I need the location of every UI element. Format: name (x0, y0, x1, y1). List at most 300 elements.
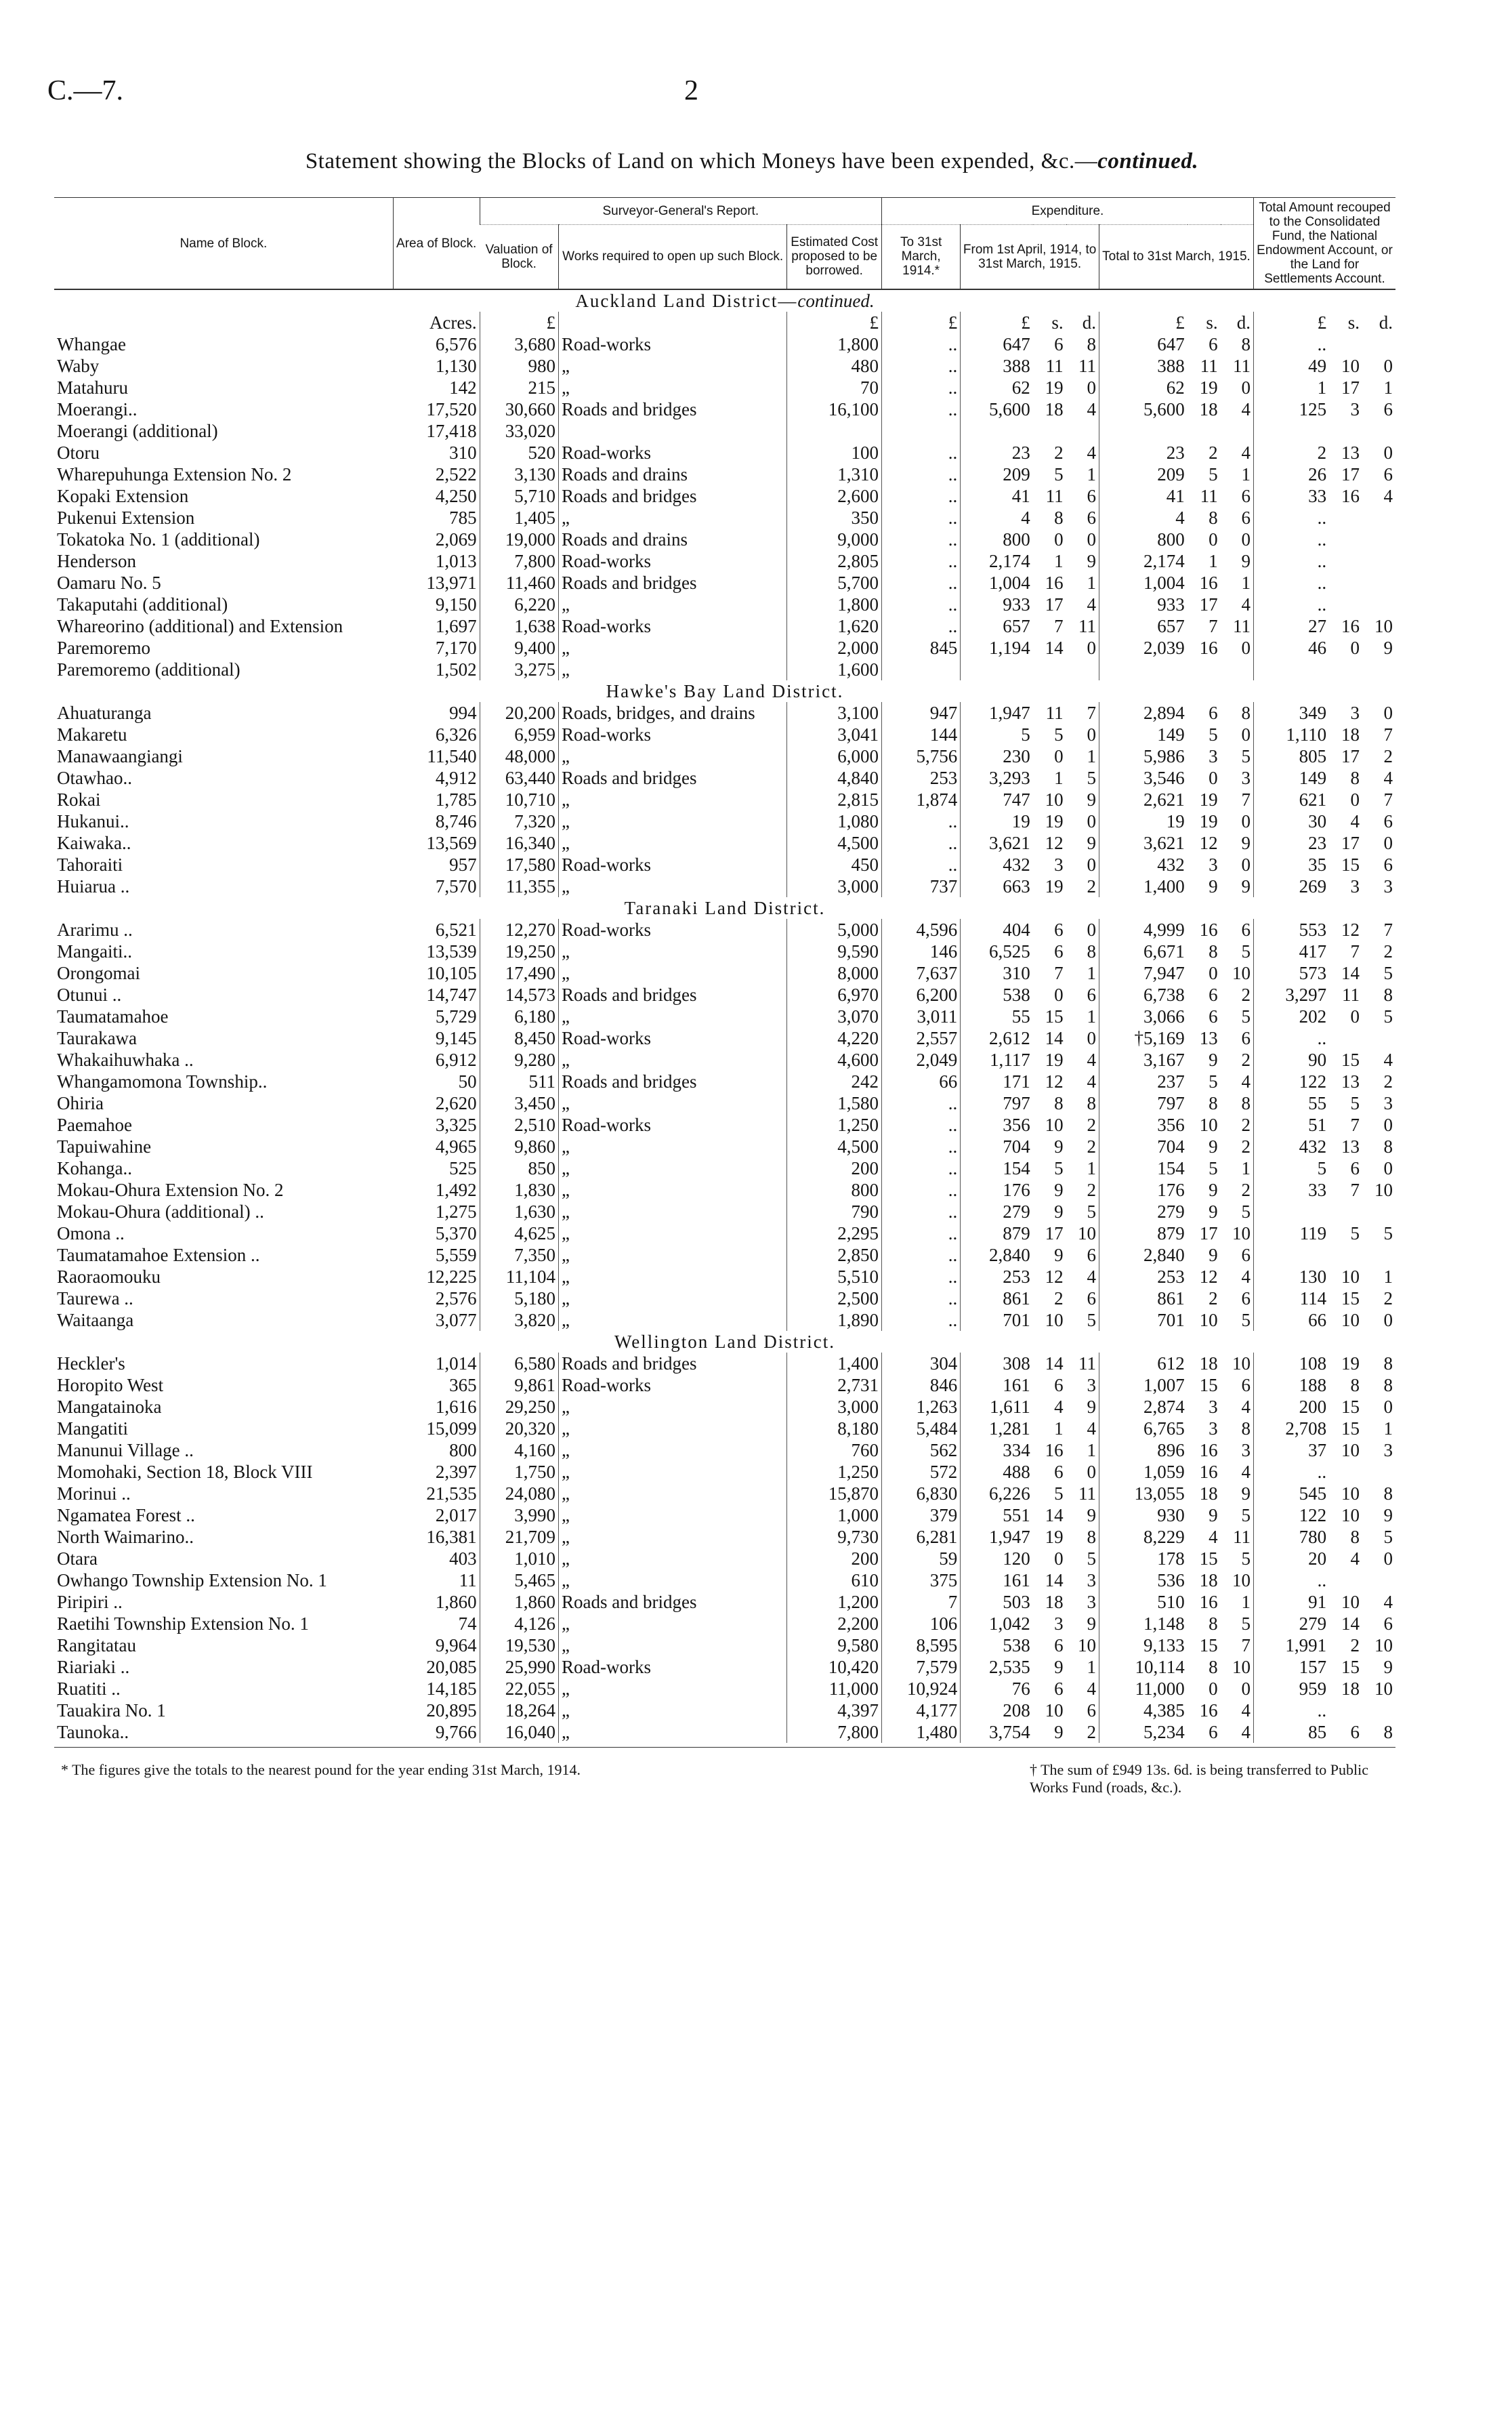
total-pence: 5 (1221, 1548, 1254, 1569)
block-area: 4,912 (393, 767, 480, 789)
block-area: 957 (393, 854, 480, 876)
recouped-shillings: 15 (1341, 1397, 1360, 1417)
table-row (54, 1244, 1395, 1266)
table-row (54, 1136, 1395, 1157)
works-required: „ (558, 1504, 786, 1526)
recouped-pounds: 26 (1308, 464, 1327, 485)
estimated-cost: 16,100 (787, 398, 882, 420)
total-shillings: 10 (1199, 1310, 1218, 1330)
statement-title (47, 149, 1456, 174)
unit-recouped-s: s. (1347, 312, 1360, 333)
recouped-shillings: 3 (1350, 399, 1360, 419)
recouped-shillings: 13 (1341, 1071, 1360, 1092)
period-pence: 0 (1066, 637, 1099, 659)
period-pence: 2 (1066, 1721, 1099, 1743)
recouped-pounds: 349 (1299, 703, 1327, 723)
block-valuation: 10,710 (480, 789, 558, 810)
estimated-cost: 2,805 (787, 550, 882, 572)
total-shillings (1188, 659, 1221, 680)
total-shillings: 8 (1209, 1093, 1218, 1113)
block-name: Raoraomouku (57, 1267, 161, 1287)
period-shillings: 19 (1045, 811, 1064, 831)
block-area: 14,747 (393, 984, 480, 1006)
works-required: Road-works (558, 550, 786, 572)
estimated-cost: 480 (787, 355, 882, 377)
period-shillings: 1 (1054, 768, 1064, 788)
period-pounds: 208 (1003, 1700, 1030, 1721)
period-pence: 8 (1066, 1092, 1099, 1114)
works-required: „ (558, 1049, 786, 1071)
recouped-shillings: 0 (1350, 1006, 1360, 1027)
expenditure-to-1914 (881, 659, 960, 680)
period-shillings: 17 (1045, 594, 1064, 615)
period-shillings: 19 (1045, 377, 1064, 398)
period-pence: 0 (1066, 919, 1099, 941)
expenditure-to-1914: .. (881, 854, 960, 876)
expenditure-to-1914: 106 (881, 1613, 960, 1634)
works-required: „ (558, 355, 786, 377)
recouped-shillings (1329, 550, 1362, 572)
district-title: Taranaki Land District. (624, 898, 826, 918)
block-valuation: 12,270 (480, 919, 558, 941)
period-pounds: 1,004 (989, 573, 1030, 593)
recouped-shillings: 2 (1350, 1635, 1360, 1655)
recouped-pence (1362, 1569, 1395, 1591)
table-row (54, 594, 1395, 615)
total-pounds (1099, 659, 1187, 680)
recouped-pounds (1254, 1244, 1330, 1266)
period-pounds (961, 420, 1033, 442)
period-pounds: 800 (1003, 529, 1030, 550)
total-pounds: 388 (1157, 356, 1185, 376)
block-area: 9,150 (393, 594, 480, 615)
total-pounds: 3,066 (1143, 1006, 1185, 1027)
period-pence: 0 (1066, 810, 1099, 832)
table-body (54, 289, 1395, 1748)
district-heading-row (54, 1331, 1395, 1353)
estimated-cost: 4,220 (787, 1027, 882, 1049)
recouped-pounds: 2 (1317, 442, 1327, 463)
unit-period-d: d. (1066, 312, 1099, 333)
period-pence: 2 (1066, 1114, 1099, 1136)
works-required: „ (558, 594, 786, 615)
period-pounds: 5 (1021, 724, 1030, 745)
expenditure-to-1914: .. (881, 594, 960, 615)
block-valuation: 1,638 (480, 615, 558, 637)
period-pounds: 279 (1003, 1201, 1030, 1222)
recouped-shillings (1329, 1027, 1362, 1049)
recouped-shillings (1329, 1700, 1362, 1721)
expenditure-to-1914: 375 (881, 1569, 960, 1591)
works-required: Roads and drains (558, 464, 786, 485)
period-pounds: 551 (1003, 1505, 1030, 1525)
period-shillings: 0 (1054, 985, 1064, 1005)
recouped-pence (1362, 550, 1395, 572)
expenditure-to-1914: .. (881, 1266, 960, 1288)
total-pence: 4 (1221, 398, 1254, 420)
block-valuation: 3,680 (480, 333, 558, 355)
recouped-pounds: 114 (1299, 1288, 1327, 1309)
block-name: North Waimarino.. (57, 1527, 194, 1547)
block-area: 17,520 (393, 398, 480, 420)
works-required: „ (558, 1634, 786, 1656)
period-pence: 1 (1066, 1006, 1099, 1027)
table-row (54, 1700, 1395, 1721)
block-valuation: 19,530 (480, 1634, 558, 1656)
total-pounds: 933 (1157, 594, 1185, 615)
total-pounds: 3,167 (1143, 1050, 1185, 1070)
period-pence: 1 (1066, 1157, 1099, 1179)
table-row (54, 1418, 1395, 1439)
block-name: Whangamomona Township.. (57, 1071, 268, 1092)
recouped-pounds: 269 (1299, 876, 1327, 897)
table-row (54, 919, 1395, 941)
block-name: Otawhao.. (57, 768, 132, 788)
period-shillings: 11 (1045, 486, 1064, 506)
recouped-pence: 9 (1383, 1505, 1393, 1525)
period-pounds: 1,947 (989, 703, 1030, 723)
works-required: Road-works (558, 333, 786, 355)
period-shillings: 10 (1045, 1700, 1064, 1721)
expenditure-to-1914: .. (881, 1114, 960, 1136)
estimated-cost: 450 (787, 854, 882, 876)
estimated-cost: 5,700 (787, 572, 882, 594)
works-required: „ (558, 1266, 786, 1288)
recouped-pence: 10 (1374, 616, 1393, 636)
table-row (54, 1179, 1395, 1201)
block-valuation: 6,580 (480, 1353, 558, 1374)
period-shillings: 12 (1045, 1267, 1064, 1287)
total-shillings: 8 (1209, 508, 1218, 528)
table-header (54, 198, 1395, 290)
recouped-pence: 10 (1374, 1679, 1393, 1699)
works-required: „ (558, 507, 786, 529)
recouped-shillings (1329, 594, 1362, 615)
block-valuation: 9,861 (480, 1374, 558, 1396)
period-pounds: 356 (1003, 1115, 1030, 1135)
recouped-pounds: 23 (1308, 833, 1327, 853)
estimated-cost: 3,000 (787, 1396, 882, 1418)
recouped-pence: 0 (1383, 1310, 1393, 1330)
total-shillings: 1 (1209, 551, 1218, 571)
block-name: Tahoraiti (57, 855, 123, 875)
recouped-pence (1362, 1700, 1395, 1721)
units-blank (54, 312, 393, 333)
total-pounds: 930 (1157, 1505, 1185, 1525)
recouped-pence (1362, 1027, 1395, 1049)
period-pounds: 310 (1003, 963, 1030, 983)
recouped-shillings (1329, 420, 1362, 442)
total-pounds: 800 (1157, 529, 1185, 550)
total-shillings: 8 (1209, 1657, 1218, 1677)
period-shillings: 16 (1045, 573, 1064, 593)
expenditure-to-1914: 3,011 (881, 1006, 960, 1027)
recouped-shillings: 0 (1350, 789, 1360, 810)
table-row (54, 1288, 1395, 1309)
works-required: „ (558, 810, 786, 832)
total-shillings: 5 (1209, 724, 1218, 745)
works-required: „ (558, 1678, 786, 1700)
period-pence: 1 (1066, 1439, 1099, 1461)
district-heading-row (54, 289, 1395, 312)
block-area: 13,971 (393, 572, 480, 594)
works-required: „ (558, 1721, 786, 1743)
total-pence: 4 (1221, 1721, 1254, 1743)
total-shillings: 6 (1209, 985, 1218, 1005)
period-shillings: 6 (1054, 1462, 1064, 1482)
period-pence: 1 (1066, 572, 1099, 594)
district-heading (54, 680, 1395, 702)
recouped-pounds: .. (1317, 508, 1327, 528)
block-name: Morinui .. (57, 1483, 131, 1504)
recouped-pounds: 49 (1308, 356, 1327, 376)
block-area: 785 (393, 507, 480, 529)
table-row (54, 1396, 1395, 1418)
recouped-shillings: 3 (1350, 876, 1360, 897)
total-pence: 6 (1221, 485, 1254, 507)
block-valuation: 24,080 (480, 1483, 558, 1504)
block-valuation: 3,820 (480, 1309, 558, 1331)
table-row (54, 832, 1395, 854)
recouped-pounds: 27 (1308, 616, 1327, 636)
recouped-shillings (1329, 1569, 1362, 1591)
period-pence: 3 (1066, 1591, 1099, 1613)
block-name: Mangatiti (57, 1418, 128, 1439)
total-pence: 4 (1221, 442, 1254, 464)
total-shillings: 3 (1209, 1397, 1218, 1417)
recouped-pence: 5 (1383, 1223, 1393, 1243)
period-pence: 6 (1066, 1244, 1099, 1266)
recouped-pence: 9 (1383, 638, 1393, 658)
col-name-header: Name of Block. (54, 198, 393, 290)
table-bottom-rule-cell (54, 1743, 1395, 1748)
col-recouped-header: Total Amount recouped to the Consolidated Fund, the National Endowment Account, or the Land for Settlements Account. (1254, 198, 1396, 290)
recouped-shillings: 10 (1341, 1505, 1360, 1525)
total-pounds: 149 (1157, 724, 1185, 745)
estimated-cost: 4,600 (787, 1049, 882, 1071)
expenditure-to-1914: .. (881, 442, 960, 464)
works-required: „ (558, 962, 786, 984)
recouped-shillings (1329, 333, 1362, 355)
total-shillings (1188, 420, 1221, 442)
recouped-shillings: 8 (1350, 1527, 1360, 1547)
total-pence: 5 (1221, 1504, 1254, 1526)
recouped-pounds: 119 (1299, 1223, 1327, 1243)
total-pence: 0 (1221, 810, 1254, 832)
period-pounds: 647 (1003, 334, 1030, 354)
recouped-pounds: 20 (1308, 1548, 1327, 1569)
total-shillings: 11 (1200, 486, 1218, 506)
recouped-pence (1362, 529, 1395, 550)
table-row (54, 572, 1395, 594)
total-pounds: 23 (1166, 442, 1185, 463)
table-row (54, 876, 1395, 897)
expenditure-to-1914: .. (881, 1244, 960, 1266)
recouped-pounds (1254, 659, 1330, 680)
block-valuation: 4,126 (480, 1613, 558, 1634)
recouped-shillings: 18 (1341, 724, 1360, 745)
recouped-pence: 0 (1383, 1115, 1393, 1135)
total-pence: 6 (1221, 1288, 1254, 1309)
expenditure-to-1914: 4,177 (881, 1700, 960, 1721)
table-row (54, 507, 1395, 529)
expenditure-to-1914: 572 (881, 1461, 960, 1483)
period-pence: 3 (1066, 1374, 1099, 1396)
recouped-pounds: .. (1317, 551, 1327, 571)
total-shillings: 16 (1199, 1700, 1218, 1721)
period-shillings: 10 (1045, 1310, 1064, 1330)
recouped-shillings: 5 (1350, 1223, 1360, 1243)
recouped-pounds: 553 (1299, 920, 1327, 940)
estimated-cost: 1,080 (787, 810, 882, 832)
recouped-pounds: 125 (1299, 399, 1327, 419)
table-row (54, 1656, 1395, 1678)
recouped-pence: 1 (1383, 1267, 1393, 1287)
estimated-cost: 8,180 (787, 1418, 882, 1439)
table-row (54, 789, 1395, 810)
total-pounds: 154 (1157, 1158, 1185, 1178)
period-pounds: 209 (1003, 464, 1030, 485)
block-name: Mangatainoka (57, 1397, 162, 1417)
period-shillings: 14 (1045, 1505, 1064, 1525)
block-valuation: 5,465 (480, 1569, 558, 1591)
works-required: Road-works (558, 1114, 786, 1136)
period-pence: 0 (1066, 854, 1099, 876)
total-pence: 5 (1221, 745, 1254, 767)
recouped-pence: 0 (1383, 703, 1393, 723)
recouped-shillings: 8 (1350, 768, 1360, 788)
works-required: Roads and bridges (558, 485, 786, 507)
works-required: Roads, bridges, and drains (558, 702, 786, 724)
block-name: Oamaru No. 5 (57, 573, 161, 593)
expenditure-to-1914: .. (881, 1136, 960, 1157)
period-pounds: 3,754 (989, 1722, 1030, 1742)
expenditure-to-1914: 2,557 (881, 1027, 960, 1049)
total-pounds: 6,671 (1143, 941, 1185, 962)
recouped-pence (1362, 1244, 1395, 1266)
period-pence: 11 (1066, 1353, 1099, 1374)
total-shillings: 16 (1199, 920, 1218, 940)
table-row (54, 745, 1395, 767)
table-row (54, 962, 1395, 984)
block-valuation: 5,180 (480, 1288, 558, 1309)
recouped-shillings: 11 (1342, 985, 1360, 1005)
works-required: „ (558, 1526, 786, 1548)
period-pounds: 19 (1011, 811, 1030, 831)
recouped-pounds: 33 (1308, 486, 1327, 506)
estimated-cost: 1,580 (787, 1092, 882, 1114)
recouped-pounds: .. (1317, 1028, 1327, 1048)
total-shillings: 18 (1199, 399, 1218, 419)
recouped-pounds: 959 (1299, 1679, 1327, 1699)
total-pence: 5 (1221, 1613, 1254, 1634)
total-pounds: 2,894 (1143, 703, 1185, 723)
recouped-shillings: 13 (1341, 442, 1360, 463)
block-valuation: 511 (480, 1071, 558, 1092)
period-pounds (961, 659, 1033, 680)
period-pounds: 2,535 (989, 1657, 1030, 1677)
unit-total-d: d. (1221, 312, 1254, 333)
total-pence: 1 (1221, 464, 1254, 485)
total-shillings: 16 (1199, 1462, 1218, 1482)
period-pounds: 747 (1003, 789, 1030, 810)
recouped-pounds: 122 (1299, 1505, 1327, 1525)
expenditure-to-1914: 4,596 (881, 919, 960, 941)
total-shillings: 3 (1209, 1418, 1218, 1439)
estimated-cost: 8,000 (787, 962, 882, 984)
total-pounds: 8,229 (1143, 1527, 1185, 1547)
units-blank (558, 312, 786, 333)
period-shillings: 12 (1045, 1071, 1064, 1092)
block-valuation: 63,440 (480, 767, 558, 789)
estimated-cost: 2,295 (787, 1222, 882, 1244)
expenditure-to-1914: .. (881, 464, 960, 485)
total-shillings: 6 (1209, 334, 1218, 354)
total-shillings: 2 (1209, 1288, 1218, 1309)
unit-acres: Acres. (393, 312, 480, 333)
estimated-cost: 1,600 (787, 659, 882, 680)
total-pounds: 861 (1157, 1288, 1185, 1309)
block-name: Kopaki Extension (57, 486, 189, 506)
block-valuation: 16,340 (480, 832, 558, 854)
total-shillings: 9 (1209, 1245, 1218, 1265)
table-row (54, 1157, 1395, 1179)
works-required: Roads and bridges (558, 572, 786, 594)
expenditure-to-1914: .. (881, 1092, 960, 1114)
total-pence: 4 (1221, 1396, 1254, 1418)
expenditure-to-1914: .. (881, 1179, 960, 1201)
total-pence: 9 (1221, 876, 1254, 897)
recouped-pence: 6 (1383, 1613, 1393, 1634)
period-pence: 4 (1066, 1071, 1099, 1092)
recouped-shillings (1329, 572, 1362, 594)
total-shillings: 16 (1199, 573, 1218, 593)
period-pence: 11 (1066, 615, 1099, 637)
period-pence: 5 (1066, 1201, 1099, 1222)
recouped-pence (1362, 333, 1395, 355)
estimated-cost: 610 (787, 1569, 882, 1591)
block-name: Taumatamahoe (57, 1006, 169, 1027)
works-required: Road-works (558, 615, 786, 637)
block-area: 2,576 (393, 1288, 480, 1309)
expenditure-to-1914: .. (881, 832, 960, 854)
unit-total-pound: £ (1175, 312, 1185, 333)
recouped-shillings (1329, 1461, 1362, 1483)
recouped-pounds: 573 (1299, 963, 1327, 983)
period-shillings: 3 (1054, 855, 1064, 875)
estimated-cost: 9,580 (787, 1634, 882, 1656)
block-valuation: 6,180 (480, 1006, 558, 1027)
total-pence: 7 (1221, 1634, 1254, 1656)
total-pence: 6 (1221, 1374, 1254, 1396)
total-pence: 8 (1221, 1092, 1254, 1114)
title-lead: Statement showing the Blocks of Land on which Moneys have been expended, &c.— (305, 149, 1098, 173)
block-valuation: 5,710 (480, 485, 558, 507)
period-pence: 5 (1066, 1309, 1099, 1331)
recouped-pounds: .. (1317, 334, 1327, 354)
period-pounds: 701 (1003, 1310, 1030, 1330)
block-area: 12,225 (393, 1266, 480, 1288)
total-shillings: 10 (1199, 1115, 1218, 1135)
period-pence: 4 (1066, 398, 1099, 420)
recouped-shillings: 17 (1341, 833, 1360, 853)
recouped-pence: 7 (1383, 920, 1393, 940)
recouped-pounds: 1,991 (1285, 1635, 1327, 1655)
works-required: „ (558, 1613, 786, 1634)
recouped-pence (1362, 572, 1395, 594)
recouped-pounds: .. (1317, 1570, 1327, 1590)
estimated-cost: 6,970 (787, 984, 882, 1006)
